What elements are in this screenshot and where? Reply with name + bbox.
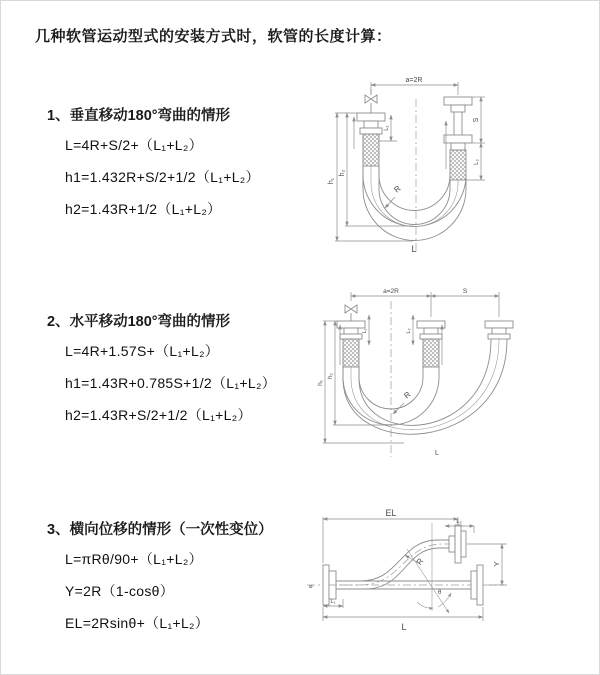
diagram-vertical-180-bend [313,71,548,256]
section-3-formula-L: L=πRθ/90+（L₁+L₂） [65,551,203,567]
section-vertical-movement [47,104,260,231]
dim-s-label: S [473,117,480,123]
hose-s-curve [329,540,455,589]
dim-l [323,607,483,632]
left-flange [337,321,365,367]
middle-flange [417,321,445,367]
section-1-formula-h1: h1=1.432R+S/2+1/2（L₁+L₂） [65,169,260,185]
radius-label: R [414,556,426,567]
section-3-formula-Y: Y=2R（1-cosθ） [65,583,175,599]
section-3-heading: 3、横向位移的情形（一次性变位） [47,522,273,538]
dim-y-label: Y [492,561,501,567]
upper-flange-displaced [449,525,466,563]
length-label: L [411,244,417,254]
dim-l1-label: L₁ [384,125,390,131]
section-3-formula-EL: EL=2Rsinθ+（L₁+L₂） [65,615,210,631]
right-flange-moved [485,321,513,339]
section-2-formula-L: L=4R+1.57S+（L₁+L₂） [65,343,220,359]
dim-l1-label: L₁ [330,599,336,605]
dim-s [472,97,485,143]
section-lateral-displacement [47,518,273,645]
section-2-heading: 2、水平移动180°弯曲的情形 [47,314,231,330]
dim-el-label: EL [385,508,397,518]
section-1-formula-L: L=4R+S/2+（L₁+L₂） [65,137,203,153]
radius-label: R [402,389,413,401]
dim-top-a2r [351,288,499,317]
radius-label: R [392,183,403,195]
centerline-mark: ⌀ [309,584,313,590]
angle-theta-construction [407,523,451,613]
section-2-formula-h2: h2=1.43R+S/2+1/2（L₁+L₂） [65,407,252,423]
dim-l-label: L [401,622,407,632]
length-label: L [435,450,439,457]
angle-theta-label: θ [438,590,442,596]
valve-icon [345,305,357,321]
dim-h2-label: h₂ [339,169,346,177]
diagram-lateral-displacement [299,501,599,651]
section-1-formula-h2: h2=1.43R+1/2（L₁+L₂） [65,201,222,217]
radius-callout [393,390,413,414]
section-horizontal-movement [47,310,276,437]
dim-l2-label: L₂ [406,328,412,334]
dim-h1-label: h₁ [328,177,335,185]
section-2-formula-h1: h1=1.43R+0.785S+1/2（L₁+L₂） [65,375,276,391]
dim-top-s [431,288,499,296]
dim-l2-label: L₂ [474,159,480,165]
page-title: 几种软管运动型式的安装方式时，软管的长度计算： [35,28,392,45]
left-braided-hose [363,134,379,166]
dim-h2-label: h₂ [327,372,334,380]
dim-h1-label: h₁ [317,380,324,386]
right-pipe [444,97,472,180]
left-flange [357,113,385,134]
right-braided-hose [450,150,466,180]
valve-icon [365,89,377,113]
dim-el [323,508,458,563]
dim-l1-label: L₁ [362,328,368,334]
dim-top-a2r [371,77,458,95]
dim-s-label: S [462,288,468,295]
dim-top-label: a=2R [383,288,399,295]
dim-l2-label: L₂ [456,519,462,525]
diagram-horizontal-180-bend [309,281,559,461]
dim-top-label: a=2R [405,77,423,84]
dim-l2 [406,315,413,345]
dim-l1 [362,315,369,345]
dim-l2 [466,143,485,180]
section-1-heading: 1、垂直移动180°弯曲的情形 [47,108,231,124]
